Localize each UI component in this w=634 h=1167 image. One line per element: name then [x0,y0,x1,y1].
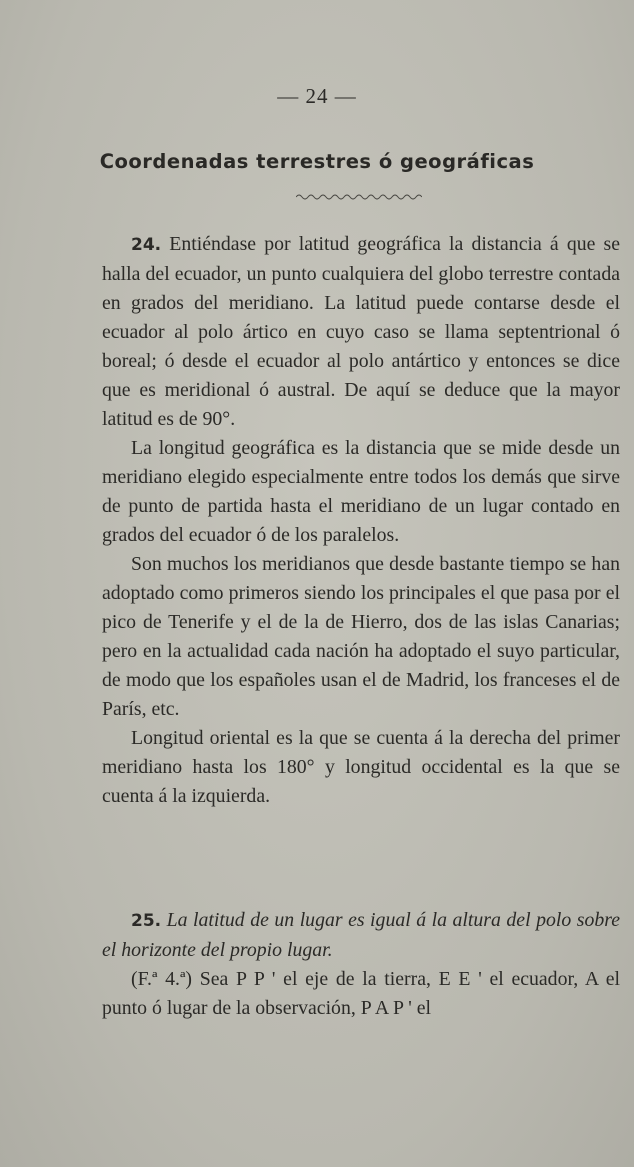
paragraph-25-1: (F.ª 4.ª) Sea P P ' el eje de la tierra, E E ' el ecuador, A el punto ó lugar de la observación, P A P ' el [102,968,620,1019]
paragraph-24-2: La longitud geográfica es la distancia que se mide desde un meridiano elegido especialmente entre todos los demás que sirve de punto de partida hasta el meridiano de un lugar contado en grados del ecuador ó de los paralelos. [102,437,620,546]
paragraph-24-4: Longitud oriental es la que se cuenta á la derecha del primer meridiano hasta los 180° y longitud occidental es la que se cuenta á la izquierda. [102,727,620,807]
section-number-24: 24. [131,235,162,255]
decorative-rule [296,192,422,202]
section-number-25: 25. [131,911,162,931]
section-heading: Coordenadas terrestres ó geográficas [99,150,535,173]
paragraph-25-title: 25. La latitud de un lugar es igual á la altura del polo sobre el horizonte del propio lugar. [102,909,620,961]
section-25 [102,906,620,1023]
paragraph-24-3: Son muchos los meridianos que desde bastante tiempo se han adoptado como primeros siendo los principales el que pasa por el pico de Tenerife y el de la de Hierro, dos de las islas Canarias; pero en la actualidad cada nación ha adoptado el suyo particular, de modo que los españoles usan el de Madrid, los franceses el de París, etc. [102,553,620,720]
page-number: — 24 — [277,84,357,108]
section-24 [102,230,620,811]
paragraph-24-1: 24. Entiéndase por latitud geográfica la distancia á que se halla del ecuador, un punto cualquiera del globo terrestre contada en grados del meridiano. La latitud puede contarse desde el ecuador al polo ártico en cuyo caso se llama septentrional ó boreal; ó desde el ecuador al polo antártico y entonces se dice que es meridional ó austral. De aquí se deduce que la mayor latitud es de 90°. [102,233,621,430]
